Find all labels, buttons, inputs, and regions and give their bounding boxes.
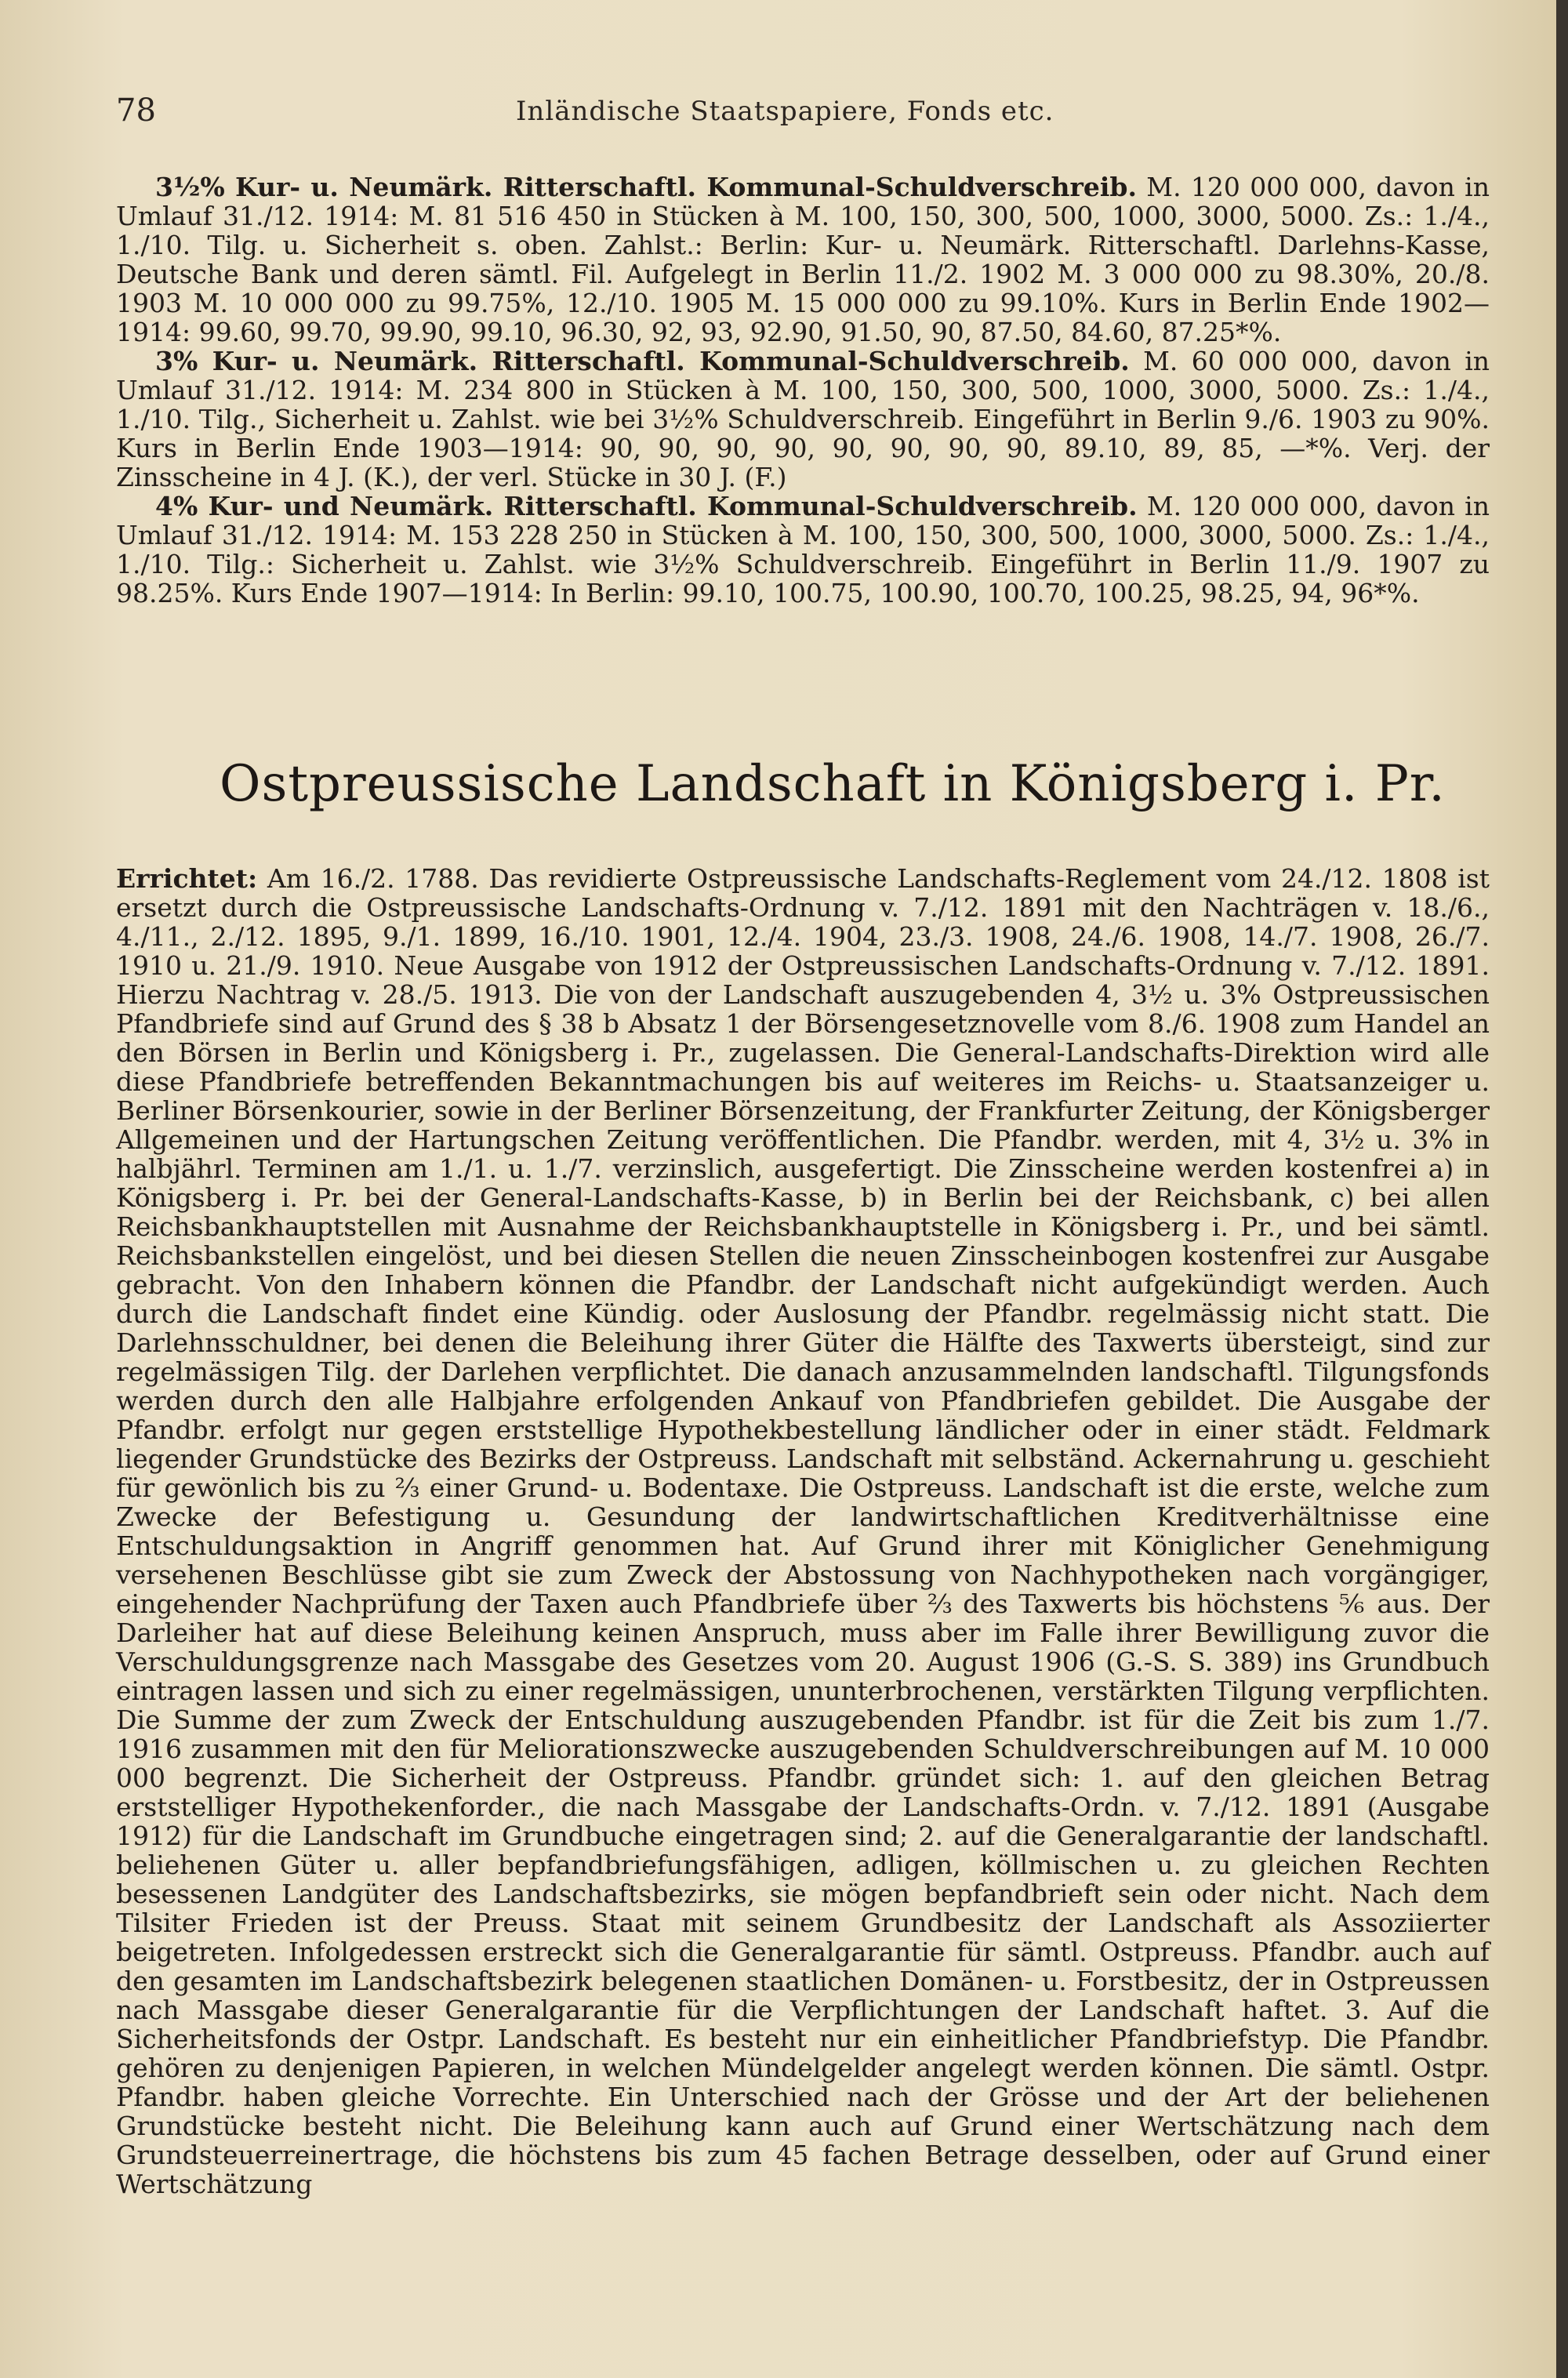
section-paragraph xyxy=(116,864,1490,2198)
running-head: Inländische Staatspapiere, Fonds etc. xyxy=(516,96,1054,127)
section-heading: Ostpreussische Landschaft in Königsberg i. Pr. xyxy=(220,754,1446,813)
page-number: 78 xyxy=(116,93,156,129)
bond-title: 4% Kur- und Neumärk. Ritterschaftl. Kommunal-Schuldverschreib. xyxy=(155,491,1138,521)
bond-text: M. 120 000 000, davon in Umlauf 31./12. 1914: M. 153 228 250 in Stücken à M. 100, 150, 300, 500, 1000, 3000, 5000. Zs.: 1./4., 1./10. Tilg.: Sicherheit u. Zahlst. wie 3½% Schuldverschreib. Eingeführt in Berlin 11./9. 1907 zu 98.25%. Kurs Ende 1907—1914: In Berlin: 99.10, 100.75, 100.90, 100.70, 100.25, 98.25, 94, 96*%. xyxy=(116,491,1490,608)
bond-title: 3½% Kur- u. Neumärk. Ritterschaftl. Kommunal-Schuldverschreib. xyxy=(155,172,1137,202)
section-label: Errichtet: xyxy=(116,863,258,894)
book-spine xyxy=(1556,0,1568,2378)
section-body xyxy=(116,864,1490,2198)
bond-entries xyxy=(116,172,1490,608)
bond-entry xyxy=(116,347,1490,492)
bond-text: M. 60 000 000, davon in Umlauf 31./12. 1914: M. 234 800 in Stücken à M. 100, 150, 300, 500, 1000, 3000, 5000. Zs.: 1./4., 1./10. Tilg., Sicherheit u. Zahlst. wie bei 3½% Schuldverschreib. Eingeführt in Berlin 9./6. 1903 zu 90%. Kurs in Berlin Ende 1903—1914: 90, 90, 90, 90, 90, 90, 90, 90, 89.10, 89, 85, —*%. Verj. der Zinsscheine in 4 J. (K.), der verl. Stücke in 30 J. (F.) xyxy=(116,346,1490,492)
bond-title: 3% Kur- u. Neumärk. Ritterschaftl. Kommunal-Schuldverschreib. xyxy=(155,346,1130,376)
section-text: Am 16./2. 1788. Das revidierte Ostpreussische Landschafts-Reglement vom 24./12. 1808 ist ersetzt durch die Ostpreussische Landschafts-Ordnung v. 7./12. 1891 mit den Nachträgen v. 18./6., 4./11., 2./12. 1895, 9./1. 1899, 16./10. 1901, 12./4. 1904, 23./3. 1908, 24./6. 1908, 14./7. 1908, 26./7. 1910 u. 21./9. 1910. Neue Ausgabe von 1912 der Ostpreussischen Landschafts-Ordnung v. 7./12. 1891. Hierzu Nachtrag v. 28./5. 1913. Die von der Landschaft auszugebenden 4, 3½ u. 3% Ostpreussischen Pfandbriefe sind auf Grund des § 38 b Absatz 1 der Börsengesetznovelle vom 8./6. 1908 zum Handel an den Börsen in Berlin und Königsberg i. Pr., zugelassen. Die General-Landschafts-Direktion wird alle diese Pfandbriefe betreffenden Bekanntmachungen bis auf weiteres im Reichs- u. Staatsanzeiger u. Berliner Börsenkourier, sowie in der Berliner Börsenzeitung, der Frankfurter Zeitung, der Königsberger Allgemeinen und der Hartungschen Zeitung veröffentlichen. Die Pfandbr. werden, mit 4, 3½ u. 3% in halbjährl. Terminen am 1./1. u. 1./7. verzinslich, ausgefertigt. Die Zinsscheine werden kostenfrei a) in Königsberg i. Pr. bei der General-Landschafts-Kasse, b) in Berlin bei der Reichsbank, c) bei allen Reichsbankhauptstellen mit Ausnahme der Reichsbankhauptstelle in Königsberg i. Pr., und bei sämtl. Reichsbankstellen eingelöst, und bei diesen Stellen die neuen Zinsscheinbogen kostenfrei zur Ausgabe gebracht. Von den Inhabern können die Pfandbr. der Landschaft nicht aufgekündigt werden. Auch durch die Landschaft findet eine Kündig. oder Auslosung der Pfandbr. regelmässig nicht statt. Die Darlehnsschuldner, bei denen die Beleihung ihrer Güter die Hälfte des Taxwerts übersteigt, sind zur regelmässigen Tilg. der Darlehen verpflichtet. Die danach anzusammelnden landschaftl. Tilgungsfonds werden durch den alle Halbjahre erfolgenden Ankauf von Pfandbriefen gebildet. Die Ausgabe der Pfandbr. erfolgt nur gegen erststellige Hypothekbestellung ländlicher oder in einer städt. Feldmark liegender Grundstücke des Bezirks der Ostpreuss. Landschaft mit selbständ. Ackernahrung u. geschieht für gewönlich bis zu ⅔ einer Grund- u. Bodentaxe. Die Ostpreuss. Landschaft ist die erste, welche zum Zwecke der Befestigung u. Gesundung der landwirtschaftlichen Kreditverhältnisse eine Entschuldungsaktion in Angriff genommen hat. Auf Grund ihrer mit Königlicher Genehmigung versehenen Beschlüsse gibt sie zum Zweck der Abstossung von Nachhypotheken nach vorgängiger, eingehender Nachprüfung der Taxen auch Pfandbriefe über ⅔ des Taxwerts bis höchstens ⅚ aus. Der Darleiher hat auf diese Beleihung keinen Anspruch, muss aber im Falle ihrer Bewilligung zuvor die Verschuldungsgrenze nach Massgabe des Gesetzes vom 20. August 1906 (G.-S. S. 389) ins Grundbuch eintragen lassen und sich zu einer regelmässigen, ununterbrochenen, verstärkten Tilgung verpflichten. Die Summe der zum Zweck der Entschuldung auszugebenden Pfandbr. ist für die Zeit bis zum 1./7. 1916 zusammen mit den für Meliorationszwecke auszugebenden Schuldverschreibungen auf M. 10 000 000 begrenzt. Die Sicherheit der Ostpreuss. Pfandbr. gründet sich: 1. auf den gleichen Betrag erststelliger Hypothekenforder., die nach Massgabe der Landschafts-Ordn. v. 7./12. 1891 (Ausgabe 1912) für die Landschaft im Grundbuche eingetragen sind; 2. auf die Generalgarantie der landschaftl. beliehenen Güter u. aller bepfandbriefungsfähigen, adligen, köllmischen u. zu gleichen Rechten besessenen Landgüter des Landschaftsbezirks, sie mögen bepfandbrieft sein oder nicht. Nach dem Tilsiter Frieden ist der Preuss. Staat mit seinem Grundbesitz der Landschaft als Assoziierter beigetreten. Infolgedessen erstreckt sich die Generalgarantie für sämtl. Ostpreuss. Pfandbr. auch auf den gesamten im Landschaftsbezirk belegenen staatlichen Domänen- u. Forstbesitz, der in Ostpreussen nach Massgabe dieser Generalgarantie für die Verpflichtungen der Landschaft haftet. 3. Auf die Sicherheitsfonds der Ostpr. Landschaft. Es besteht nur ein einheitlicher Pfandbriefstyp. Die Pfandbr. gehören zu denjenigen Papieren, in welchen Mündelgelder angelegt werden können. Die sämtl. Ostpr. Pfandbr. haben gleiche Vorrechte. Ein Unterschied nach der Grösse und der Art der beliehenen Grundstücke besteht nicht. Die Beleihung kann auch auf Grund einer Wertschätzung nach dem Grundsteuerreinertrage, die höchstens bis zum 45 fachen Betrage desselben, oder auf Grund einer Wertschätzung xyxy=(116,863,1490,2199)
bond-entry xyxy=(116,172,1490,347)
page-header xyxy=(116,93,1462,140)
bond-entry xyxy=(116,492,1490,608)
bond-text: M. 120 000 000, davon in Umlauf 31./12. 1914: M. 81 516 450 in Stücken à M. 100, 150, 300, 500, 1000, 3000, 5000. Zs.: 1./4., 1./10. Tilg. u. Sicherheit s. oben. Zahlst.: Berlin: Kur- u. Neumärk. Ritterschaftl. Darlehns-Kasse, Deutsche Bank und deren sämtl. Fil. Aufgelegt in Berlin 11./2. 1902 M. 3 000 000 zu 98.30%, 20./8. 1903 M. 10 000 000 zu 99.75%, 12./10. 1905 M. 15 000 000 zu 99.10%. Kurs in Berlin Ende 1902—1914: 99.60, 99.70, 99.90, 99.10, 96.30, 92, 93, 92.90, 91.50, 90, 87.50, 84.60, 87.25*%. xyxy=(116,172,1490,347)
